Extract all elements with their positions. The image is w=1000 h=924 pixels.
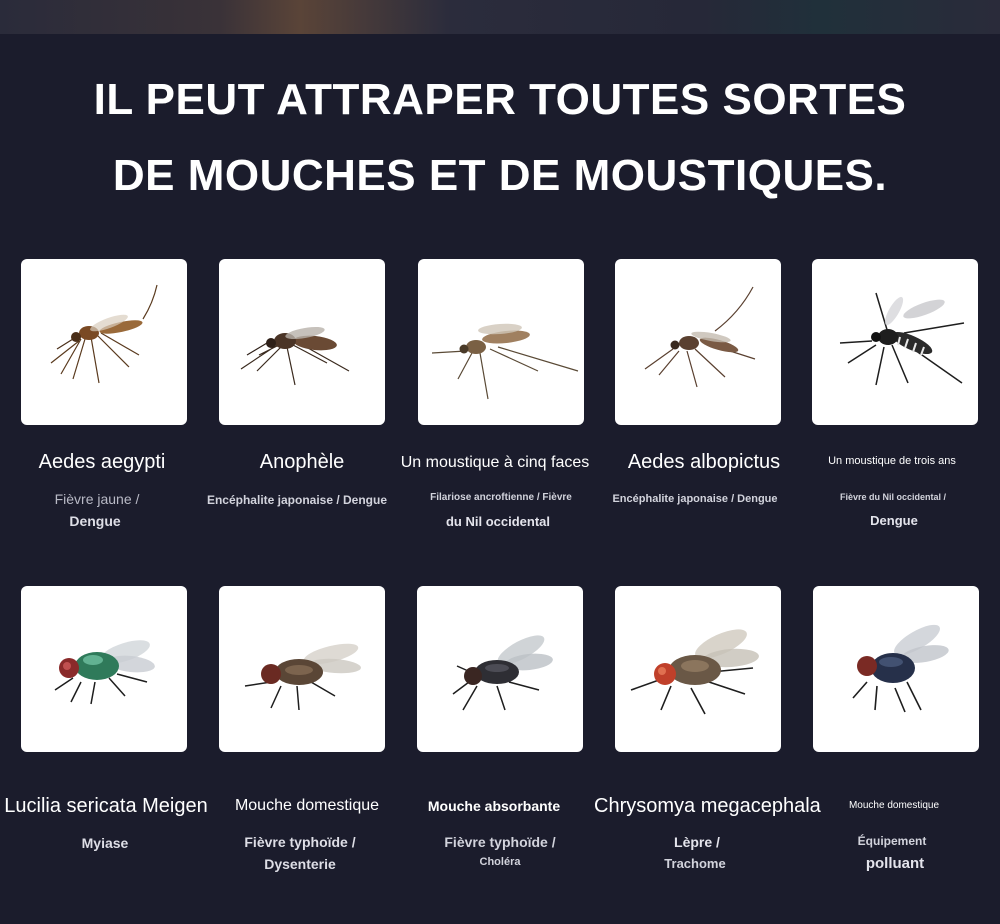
disease-text: Fièvre typhoïde / — [244, 834, 356, 850]
insect-card — [615, 259, 781, 425]
blue-fly-icon — [813, 586, 979, 752]
insect-name: Chrysomya megacephala — [594, 795, 821, 817]
insect-card — [21, 259, 187, 425]
disease-text: du Nil occidental — [445, 514, 550, 529]
insect-card — [813, 586, 979, 752]
disease-text: Fièvre typhoïde / — [444, 834, 556, 850]
mosquito-icon — [615, 259, 781, 425]
disease-text: Choléra — [479, 856, 521, 868]
mosquito-icon — [418, 259, 584, 425]
red-eyed-fly-icon — [615, 586, 781, 752]
insect-name: Aedes albopictus — [627, 451, 781, 473]
insect-name: Mouche absorbante — [427, 798, 561, 814]
insect-card — [219, 586, 385, 752]
disease-text: Fièvre jaune / — [54, 491, 140, 507]
disease-text: Dysenterie — [264, 856, 336, 872]
disease-text: Fièvre du Nil occidental / — [839, 492, 947, 502]
title-line-1: IL PEUT ATTRAPER TOUTES SORTES — [93, 75, 907, 124]
housefly-icon — [219, 586, 385, 752]
insect-name: Un moustique de trois ans — [828, 455, 956, 467]
insect-name: Aedes aegypti — [38, 451, 166, 473]
insect-card — [812, 259, 978, 425]
insect-name: Anophèle — [259, 451, 345, 473]
top-photo-strip — [0, 0, 1000, 34]
disease-text: Lèpre / — [674, 834, 720, 850]
insect-name: Mouche domestique — [848, 800, 940, 811]
disease-text: Encéphalite japonaise / Dengue — [206, 493, 388, 507]
disease-text: polluant — [865, 855, 925, 872]
disease-text: Filariose ancroftienne / Fièvre — [430, 492, 572, 503]
disease-text: Équipement — [857, 834, 927, 848]
insect-card — [418, 259, 584, 425]
disease-text: Myiase — [81, 835, 129, 851]
insect-card — [417, 586, 583, 752]
insect-card — [21, 586, 187, 752]
disease-text: Dengue — [870, 513, 918, 528]
mosquito-icon — [219, 259, 385, 425]
insect-card — [615, 586, 781, 752]
mosquito-icon — [21, 259, 187, 425]
insect-name: Un moustique à cinq faces — [400, 454, 590, 471]
disease-text: Dengue — [69, 513, 121, 529]
fly-icon — [417, 586, 583, 752]
title-line-2: DE MOUCHES ET DE MOUSTIQUES. — [112, 151, 888, 200]
page-title — [0, 62, 1000, 214]
disease-text: Trachome — [664, 856, 726, 871]
insect-card — [219, 259, 385, 425]
insect-name: Mouche domestique — [234, 797, 380, 814]
striped-mosquito-icon — [812, 259, 978, 425]
green-fly-icon — [21, 586, 187, 752]
insect-name: Lucilia sericata Meigen — [4, 795, 208, 817]
disease-text: Encéphalite japonaise / Dengue — [612, 493, 778, 505]
